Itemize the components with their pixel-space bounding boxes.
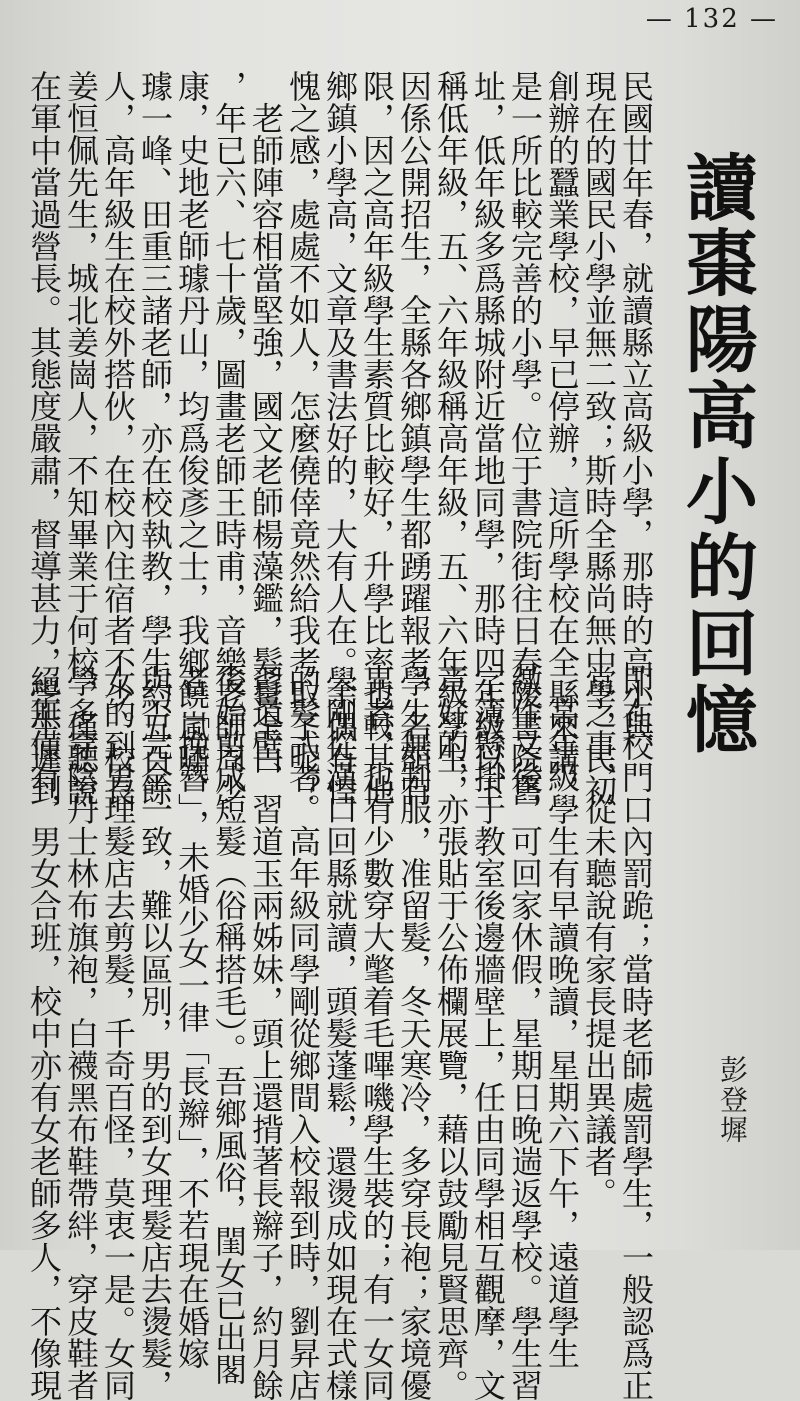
text-column: 繳作文後，可回家休假，星期日晚遄返學校。學生習 — [506, 665, 544, 1401]
author-name: 彭登墀 — [716, 1055, 749, 1145]
text-column: 愧之感，處處不如人，怎麼僥倖竟然給我考取了呢？ — [284, 70, 322, 806]
text-column: 學多穿陰丹士林布旗袍，白襪黑布鞋帶絆，穿皮鞋者 — [62, 665, 100, 1401]
text-column: 女的到男理髮店去剪髮，千奇百怪，莫衷一是。女同 — [99, 665, 137, 1401]
text-column: 字簿懸掛于教室後邊牆壁上，任由同學相互觀摩，文 — [469, 665, 507, 1401]
text-column: 在軍中當過營長。其態度嚴肅，督導甚力，學生遲到 — [25, 70, 63, 806]
text-column: 址，低年級多爲縣城附近當地同學，那時四年級以下 — [469, 70, 507, 806]
text-column: 學剛從漢口回縣就讀，頭髮蓬鬆，還燙成如現在式樣 — [321, 665, 359, 1401]
text-column: 老師陣容相當堅強，國文老師楊藻鑑，髮鬢全白 — [247, 70, 285, 774]
text-column: 常之事，從未聽說有家長提出異議者。 — [580, 665, 618, 1209]
text-column: 因係公開招生，全縣各鄉鎮學生都踴躍報考，名額有 — [395, 70, 433, 806]
text-column: 絕無僅有，男女合班，校中亦有女老師多人，不像現 — [25, 665, 63, 1401]
text-column: 後始剪成短髮（俗稱搭毛）。吾鄉風俗，閨女已出閣 — [210, 665, 248, 1385]
text-column: 的髮式者。高年級同學剛從鄉間入校報到時，劉昇店 — [284, 665, 322, 1401]
text-column: 人，高年級生在校外搭伙，在校內住宿者不少。校長 — [99, 70, 137, 806]
text-column: ，年已六、七十歲，圖畫老師王時甫，音樂老師周少 — [210, 70, 248, 806]
text-column: 康，史地老師璩丹山，均爲俊彥之士，我鄉饒嵐嘯、 — [173, 70, 211, 806]
text-column: 限，因之高年級學生素質比較好，升學比率也較其他 — [358, 70, 396, 806]
text-column: 創辦的蠶業學校，早已停辦，這所學校在全縣來講， — [543, 70, 581, 806]
text-column: 高年級學生有早讀晚讀，星期六下午，遠道學生 — [543, 665, 581, 1369]
text-column: 稱低年級，五、六年級稱高年級，五、六年級學生， — [432, 70, 470, 806]
text-column: 民國廿年春，就讀縣立高級小學，那時的高小與 — [617, 70, 655, 742]
text-column: 學生無制服，准留髮，冬天寒冷，多穿長袍；家境優 — [395, 665, 433, 1401]
text-column: 鄉鎮小學高，文章及書法好的，大有人在。余偶有惶 — [321, 70, 359, 806]
text-column: 與否完全一致，難以區別，男的到女理髮店去燙髮， — [136, 665, 174, 1401]
text-column: 姜恒佩先生，城北姜崗人，不知畢業于何校，僅聽說 — [62, 70, 100, 806]
text-column: 即在校門口內罰跪；當時老師處罰學生，一般認爲正 — [617, 665, 655, 1401]
text-column: 習道壁、習道玉兩姊妹，頭上還揹著長辮子，約月餘 — [247, 665, 285, 1401]
text-column: 現在的國民小學並無二致；斯時全縣尚無中學，民初 — [580, 70, 618, 806]
text-column: 章好的，亦張貼于公佈欄展覽，藉以鼓勵見賢思齊。 — [432, 665, 470, 1401]
text-column: 異者，也有少數穿大氅着毛嗶嘰學生裝的；有一女同 — [358, 665, 396, 1401]
text-column: 是一所比較完善的小學。位于書院街往日春陵書院舊 — [506, 70, 544, 806]
page-number: — 132 — — [645, 4, 778, 34]
text-column: 璩一峰、田重三諸老師，亦在校執教，學生約五百餘 — [136, 70, 174, 806]
text-column: 者「挽簪」，未婚少女一律「長辮」，不若現在婚嫁 — [173, 665, 211, 1369]
article-title: 讀棗陽高小的回憶 — [674, 150, 758, 758]
